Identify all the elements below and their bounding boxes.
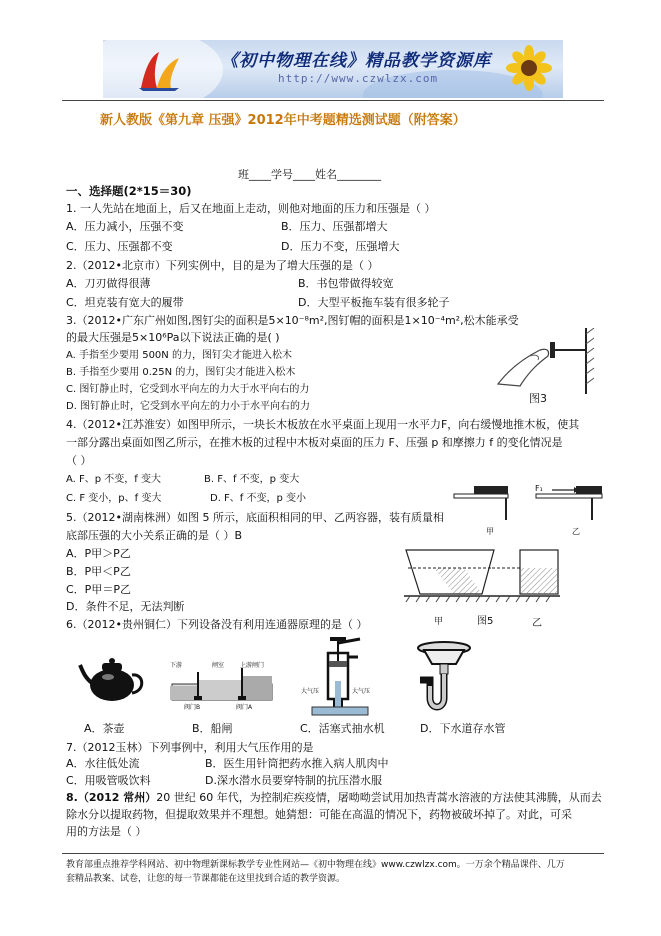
q1-option-a: A．压力减小，压强不变 bbox=[66, 220, 184, 233]
q2-stem: 2.（2012•北京市）下列实例中，目的是为了增大压强的是（ ） bbox=[66, 259, 379, 272]
q4-force-label: F₁ bbox=[535, 484, 543, 493]
student-info-line: 班____学号____姓名________ bbox=[238, 168, 381, 181]
q6-option-c: C．活塞式抽水机 bbox=[300, 722, 385, 735]
q5-figure-label-a: 甲 bbox=[434, 617, 444, 627]
q8-text-line1: 20 世纪 60 年代，为控制疟疾疫情，屠呦呦尝试用加热青蒿水溶液的方法使其沸腾，从而去 bbox=[156, 791, 602, 804]
q6-stem: 6.（2012•贵州铜仁）下列设备没有利用连通器原理的是（ ） bbox=[66, 618, 368, 631]
q6-option-b: B．船闸 bbox=[192, 722, 233, 735]
q1-stem: 1. 一人先站在地面上，后又在地面上走动，则他对地面的压力和压强是（ ） bbox=[66, 202, 436, 215]
lock-label-upstream-gate: 上游闸门 bbox=[240, 662, 265, 669]
q8-line3: 用的方法是（ ） bbox=[66, 825, 147, 838]
lock-label-valve-a: 阀门A bbox=[236, 704, 253, 711]
header-divider bbox=[62, 100, 604, 101]
section-title: 一、选择题(2*15＝30) bbox=[66, 184, 192, 198]
q2-option-c: C．坦克装有宽大的履带 bbox=[66, 296, 184, 309]
q5-option-b: B．P甲＜P乙 bbox=[66, 565, 131, 578]
footer-line2: 套精品教案、试卷，让您的每一节课都能在这里找到合适的教学资源。 bbox=[66, 874, 346, 884]
pump-label-atm-left: 大气压 bbox=[301, 688, 320, 695]
q6-option-d: D．下水道存水管 bbox=[420, 722, 506, 735]
q3-figure-label: 图3 bbox=[529, 392, 547, 405]
footer-divider bbox=[62, 853, 604, 854]
q4-figure-label-b: 乙 bbox=[572, 527, 580, 536]
q4-stem-line3: （ ） bbox=[66, 454, 92, 467]
q2-option-b: B．书包带做得较宽 bbox=[298, 277, 394, 290]
header-banner bbox=[103, 40, 563, 98]
q5-option-d: D．条件不足，无法判断 bbox=[66, 600, 185, 613]
q5-figure-label-b: 乙 bbox=[532, 618, 542, 629]
banner-url: http://www.czwlzx.com bbox=[278, 72, 439, 85]
q7-option-b: B．医生用针筒把药水推入病人肌肉中 bbox=[205, 757, 389, 770]
q8-prefix: 8.（2012 常州） bbox=[66, 791, 157, 804]
q8-line1 bbox=[66, 791, 602, 805]
q4-stem-line1: 4.（2012•江苏淮安）如图甲所示，一块长木板放在水平桌面上现用一水平力F，向右缓慢地推木板，使其 bbox=[66, 418, 580, 431]
q4-option-a: A. F、p 不变，f 变大 bbox=[66, 474, 161, 485]
piston-pump-figure bbox=[302, 633, 380, 717]
q2-option-a: A．刀刃做得很薄 bbox=[66, 277, 151, 290]
q7-option-c: C．用吸管吸饮料 bbox=[66, 774, 151, 787]
q7-stem: 7.（2012玉林）下列事例中，利用大气压作用的是 bbox=[66, 741, 314, 754]
q5-figure-label: 图5 bbox=[477, 616, 494, 627]
q4-figure-label-a: 甲 bbox=[486, 527, 494, 536]
board-push-figure bbox=[452, 480, 604, 538]
q6-option-a: A．茶壶 bbox=[84, 722, 125, 735]
q8-line2: 除水分以提取药物，但提取效果并不理想。她猜想：可能在高温的情况下，药物被破坏掉了。对此，可采 bbox=[66, 808, 572, 821]
pump-label-atm-right: 大气压 bbox=[352, 688, 371, 695]
q7-option-a: A．水往低处流 bbox=[66, 757, 140, 770]
site-logo-icon bbox=[135, 48, 183, 92]
drain-trap-figure bbox=[414, 640, 474, 720]
q1-option-d: D．压力不变，压强增大 bbox=[281, 240, 400, 253]
q7-option-d: D.深水潜水员要穿特制的抗压潜水服 bbox=[205, 774, 382, 787]
q3-option-d: D. 图钉静止时，它受到水平向左的力小于水平向右的力 bbox=[66, 401, 311, 412]
page-title: 新人教版《第九章 压强》2012年中考题精选测试题（附答案） bbox=[100, 113, 466, 128]
lock-label-chamber: 闸室 bbox=[212, 662, 225, 669]
q4-stem-line2: 一部分露出桌面如图乙所示，在推木板的过程中木板对桌面的压力 F、压强 p 和摩擦力 f 的变化情况是 bbox=[66, 436, 563, 449]
footer-line1: 教育部重点推荐学科网站、初中物理新课标教学专业性网站—《初中物理在线》www.czwlzx.com。一万余个精品课件、几万 bbox=[66, 860, 565, 870]
q4-option-c: C. F 变小，p、f 变大 bbox=[66, 493, 162, 504]
q3-stem-line2: 的最大压强是5×10⁶Pa以下说法正确的是( ) bbox=[66, 331, 280, 344]
q5-option-a: A．P甲＞P乙 bbox=[66, 547, 131, 560]
sunflower-icon bbox=[501, 44, 557, 94]
q1-option-c: C．压力、压强都不变 bbox=[66, 240, 173, 253]
q3-option-b: B. 手指至少要用 0.25N 的力，图钉尖才能进入松木 bbox=[66, 367, 296, 378]
q2-option-d: D．大型平板拖车装有很多轮子 bbox=[298, 296, 450, 309]
q4-option-b: B. F、f 不变，p 变大 bbox=[204, 474, 300, 485]
banner-title: 《初中物理在线》精品教学资源库 bbox=[221, 51, 491, 71]
thumbtack-figure bbox=[490, 328, 600, 394]
q3-option-a: A. 手指至少要用 500N 的力，图钉尖才能进入松木 bbox=[66, 350, 292, 361]
q1-option-b: B．压力、压强都增大 bbox=[281, 220, 388, 233]
q3-option-c: C. 图钉静止时，它受到水平向左的力大于水平向右的力 bbox=[66, 384, 310, 395]
teapot-figure bbox=[78, 655, 150, 705]
q3-stem-line1: 3.（2012•广东广州如图,图钉尖的面积是5×10⁻⁸m²,图钉帽的面积是1×10⁻⁴m²,松木能承受 bbox=[66, 314, 519, 327]
lock-label-downstream: 下游 bbox=[170, 662, 183, 669]
two-containers-figure bbox=[404, 546, 560, 608]
q4-option-d: D. F、f 不变，p 变小 bbox=[210, 493, 307, 504]
q5-stem-line2: 底部压强的大小关系正确的是（ ）B bbox=[66, 529, 243, 542]
q5-option-c: C．P甲＝P乙 bbox=[66, 583, 131, 596]
lock-label-valve-b: 阀门B bbox=[184, 704, 201, 711]
q5-stem-line1: 5.（2012•湖南株洲）如图 5 所示，底面积相同的甲、乙两容器，装有质量相 bbox=[66, 511, 444, 524]
